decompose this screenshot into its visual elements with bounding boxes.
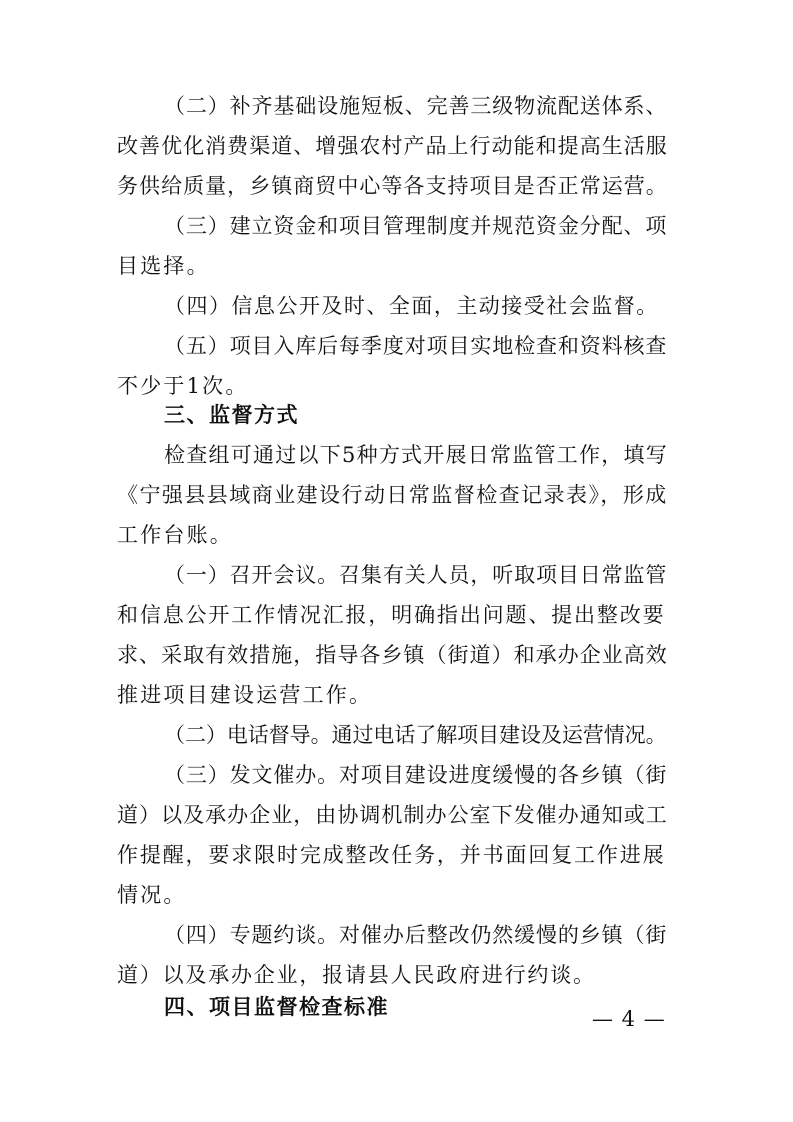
paragraph-line: （一）召开会议。召集有关人员，听取项目日常监管 bbox=[164, 563, 668, 587]
paragraph-line: （二）补齐基础设施短板、完善三级物流配送体系、 bbox=[164, 94, 668, 118]
paragraph-line: 不少于1次。 bbox=[117, 374, 249, 398]
page-number: — 4 — bbox=[592, 1007, 666, 1031]
paragraph-line: 作提醒，要求限时完成整改任务，并书面回复工作进展 bbox=[117, 843, 666, 867]
paragraph-line: 务供给质量，乡镇商贸中心等各支持项目是否正常运营。 bbox=[117, 174, 668, 198]
paragraph-line: （五）项目入库后每季度对项目实地检查和资料核查 bbox=[164, 334, 668, 358]
paragraph-line: （四）专题约谈。对催办后整改仍然缓慢的乡镇（街 bbox=[164, 923, 668, 947]
paragraph-line: （三）发文催办。对项目建设进度缓慢的各乡镇（街 bbox=[164, 763, 668, 787]
paragraph-line: 和信息公开工作情况汇报，明确指出问题、提出整改要 bbox=[117, 603, 666, 627]
section-heading: 四、项目监督检查标准 bbox=[164, 995, 389, 1019]
paragraph-line: （四）信息公开及时、全面，主动接受社会监督。 bbox=[164, 294, 659, 318]
paragraph-line: 检查组可通过以下5种方式开展日常监管工作，填写 bbox=[164, 443, 669, 467]
paragraph-line: （二）电话督导。通过电话了解项目建设及运营情况。 bbox=[164, 723, 667, 747]
paragraph-line: （三）建立资金和项目管理制度并规范资金分配、项 bbox=[164, 214, 668, 238]
paragraph-line: 工作台账。 bbox=[117, 523, 233, 547]
paragraph-line: 《宁强县县域商业建设行动日常监督检查记录表》，形成 bbox=[117, 483, 668, 507]
paragraph-line: 情况。 bbox=[117, 883, 187, 907]
paragraph-line: 推进项目建设运营工作。 bbox=[117, 683, 373, 707]
paragraph-line: 改善优化消费渠道、增强农村产品上行动能和提高生活服 bbox=[117, 134, 668, 158]
section-heading: 三、监督方式 bbox=[164, 403, 299, 427]
paragraph-line: 道）以及承办企业，报请县人民政府进行约谈。 bbox=[117, 963, 596, 987]
paragraph-line: 目选择。 bbox=[117, 254, 210, 278]
paragraph-line: 求、采取有效措施，指导各乡镇（街道）和承办企业高效 bbox=[117, 643, 668, 667]
paragraph-line: 道）以及承办企业，由协调机制办公室下发催办通知或工 bbox=[117, 803, 668, 827]
